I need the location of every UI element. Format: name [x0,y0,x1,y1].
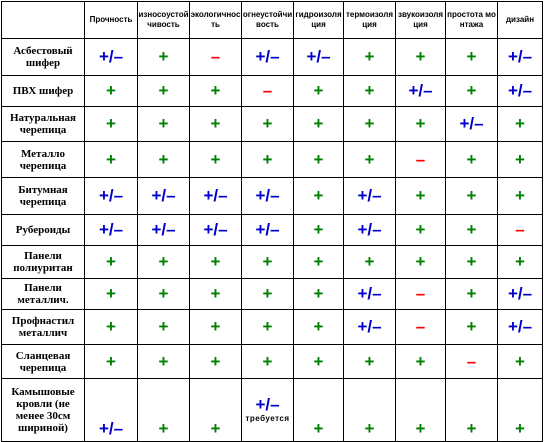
rating-cell [190,345,242,379]
rating-symbol: + [210,149,221,169]
rating-cell [498,379,543,442]
rating-symbol: + [262,317,273,336]
rating-symbol: +/– [255,47,280,66]
rating-cell [242,215,294,246]
rating-symbol: + [466,47,477,66]
rating-cell [446,39,498,76]
rating-cell [498,178,543,215]
rating-cell [242,310,294,345]
rating-symbol: + [515,149,525,169]
rating-cell [242,39,294,76]
rating-cell [498,76,543,107]
rating-symbol: + [313,252,324,271]
rating-symbol: + [106,252,116,271]
rating-cell [85,246,138,279]
rating-cell [85,279,138,310]
rating-symbol: + [313,419,324,438]
rating-symbol: + [313,220,324,239]
rating-cell [138,345,190,379]
rating-cell [138,215,190,246]
rating-cell [446,142,498,178]
rating-cell [498,39,543,76]
rating-symbol: + [364,114,375,133]
rating-cell [242,345,294,379]
rating-symbol: + [313,317,324,336]
rating-cell [190,279,242,310]
rating-cell [294,142,344,178]
table-row [2,279,543,310]
rating-cell [446,246,498,279]
rating-cell [344,379,396,442]
table-row [2,39,543,76]
header-row [2,2,543,39]
rating-symbol: + [515,351,525,371]
rating-symbol: + [106,114,116,133]
row-header: Асбестовый шифер [2,39,85,76]
col-header-ease-of-installation: простота монтажа [446,2,498,39]
rating-symbol: +/– [98,220,124,239]
rating-symbol: +/– [507,47,533,66]
rating-symbol: – [415,284,426,303]
rating-cell [446,345,498,379]
rating-cell [138,279,190,310]
rating-symbol: + [158,114,169,133]
rating-symbol: +/– [408,81,433,100]
table-row [2,142,543,178]
rating-symbol: + [515,419,525,438]
row-header: Битумная черепица [2,178,85,215]
rating-symbol: + [415,186,426,205]
rating-cell [446,310,498,345]
rating-symbol: +/– [151,220,176,239]
cell-note: требуется [245,413,290,423]
rating-cell [138,178,190,215]
rating-cell [294,379,344,442]
rating-symbol: – [210,47,221,66]
rating-symbol: +/– [357,317,382,336]
row-header: Профнастил металлич [2,310,85,345]
rating-cell [190,39,242,76]
rating-symbol: +/– [151,186,176,205]
rating-symbol: + [313,284,324,303]
rating-symbol: + [415,351,426,371]
row-header: Рубероиды [2,215,85,246]
rating-cell [85,310,138,345]
rating-symbol: + [106,81,116,100]
col-header-strength: Прочность [85,2,138,39]
rating-cell [138,379,190,442]
rating-symbol: + [364,81,375,100]
rating-symbol: + [515,252,525,271]
rating-cell [190,142,242,178]
rating-cell [190,107,242,142]
row-header: Натуральная черепица [2,107,85,142]
rating-cell [138,310,190,345]
rating-symbol: + [158,81,169,100]
rating-symbol: + [210,284,221,303]
rating-symbol: +/– [357,220,382,239]
rating-cell [294,39,344,76]
rating-symbol: + [158,419,169,438]
rating-symbol: + [313,186,324,205]
rating-cell [242,246,294,279]
rating-cell [396,76,446,107]
rating-cell [498,279,543,310]
rating-symbol: + [210,114,221,133]
rating-symbol: + [466,149,477,169]
rating-symbol: +/– [507,284,533,303]
col-header-waterproofing: гидроизоляция [294,2,344,39]
rating-cell [344,215,396,246]
rating-symbol: – [515,220,525,239]
rating-cell [396,215,446,246]
table-row [2,379,543,442]
row-header: ПВХ шифер [2,76,85,107]
rating-cell [446,107,498,142]
rating-symbol: +/– [459,114,484,133]
rating-symbol: + [262,351,273,371]
rating-cell [294,107,344,142]
rating-cell [498,345,543,379]
rating-symbol: + [313,81,324,100]
rating-symbol: – [415,317,426,336]
rating-symbol: +/– [507,317,533,336]
rating-symbol: + [210,317,221,336]
rating-symbol: + [158,317,169,336]
rating-cell [344,310,396,345]
rating-symbol: + [466,284,477,303]
col-header-wear-resistance: износоустойчивость [138,2,190,39]
rating-cell [242,142,294,178]
rating-cell [190,310,242,345]
rating-symbol: + [415,419,426,438]
rating-symbol: +/– [203,220,228,239]
rating-symbol: + [262,114,273,133]
rating-cell [138,142,190,178]
col-header-fire-resistance: огнеустойчивость [242,2,294,39]
rating-cell [190,379,242,442]
rating-cell [446,178,498,215]
rating-symbol: – [262,81,273,100]
rating-symbol: + [415,47,426,66]
rating-cell [344,345,396,379]
rating-cell [138,39,190,76]
rating-cell [446,379,498,442]
rating-cell [396,345,446,379]
rating-cell [85,107,138,142]
rating-symbol: – [415,149,426,169]
rating-cell [396,39,446,76]
rating-cell [190,178,242,215]
rating-cell [344,142,396,178]
rating-cell [85,345,138,379]
rating-symbol: + [313,351,324,371]
rating-cell [396,107,446,142]
rating-symbol: +/– [357,284,382,303]
rating-symbol: +/– [507,81,533,100]
rating-cell [498,215,543,246]
rating-cell [344,279,396,310]
rating-symbol: + [313,149,324,169]
rating-cell [85,379,138,442]
rating-symbol: + [106,284,116,303]
rating-symbol: – [466,351,477,371]
rating-symbol: + [364,351,375,371]
table-row [2,310,543,345]
table-row [2,215,543,246]
rating-symbol: + [106,317,116,336]
rating-cell [138,246,190,279]
rating-symbol: + [515,186,525,205]
row-header: Панели металлич. [2,279,85,310]
rating-cell [294,279,344,310]
row-header: Панели полиуритан [2,246,85,279]
rating-cell [498,142,543,178]
rating-cell [85,215,138,246]
col-header-design: дизайн [498,2,543,39]
rating-cell [446,76,498,107]
rating-cell [446,215,498,246]
rating-cell [294,345,344,379]
rating-cell [85,178,138,215]
rating-cell [190,76,242,107]
rating-symbol: +/– [357,186,382,205]
col-header-ecology: экологичность [190,2,242,39]
rating-cell [85,76,138,107]
rating-symbol: +/– [203,186,228,205]
rating-cell [294,310,344,345]
rating-symbol: + [262,252,273,271]
rating-cell [138,76,190,107]
rating-cell [242,178,294,215]
rating-symbol: +/– [98,186,124,205]
rating-cell [344,76,396,107]
row-header: Камышовые кровли (не менее 30см шириной) [2,379,85,442]
corner-cell [2,2,85,39]
rating-cell [396,310,446,345]
rating-cell [498,310,543,345]
rating-cell [498,246,543,279]
rating-cell [294,246,344,279]
rating-symbol: + [262,284,273,303]
rating-cell [396,178,446,215]
col-header-sound-insulation: звукоизоляция [396,2,446,39]
rating-cell [242,379,294,442]
rating-symbol: + [415,114,426,133]
rating-cell [294,76,344,107]
table-row [2,345,543,379]
rating-cell [498,107,543,142]
col-header-thermal-insulation: термоизоляция [344,2,396,39]
rating-symbol: + [262,149,273,169]
rating-symbol: +/– [98,419,124,438]
rating-symbol: + [466,81,477,100]
row-header: Металло черепица [2,142,85,178]
rating-symbol: + [466,220,477,239]
rating-symbol: + [158,284,169,303]
rating-symbol: + [210,419,221,438]
rating-symbol: + [415,220,426,239]
rating-symbol: + [466,186,477,205]
rating-symbol: + [158,252,169,271]
row-header: Сланцевая черепица [2,345,85,379]
rating-cell [344,246,396,279]
rating-symbol: + [415,252,426,271]
rating-cell [242,76,294,107]
rating-symbol: + [106,351,116,371]
rating-cell [242,107,294,142]
rating-symbol: +/– [255,394,280,414]
rating-symbol: + [313,114,324,133]
rating-cell [446,279,498,310]
rating-symbol: + [106,149,116,169]
rating-cell [396,246,446,279]
rating-cell [344,39,396,76]
rating-cell [85,142,138,178]
rating-symbol: + [158,47,169,66]
rating-cell [396,142,446,178]
rating-symbol: + [210,81,221,100]
table-row [2,76,543,107]
rating-symbol: + [515,114,525,133]
rating-symbol: +/– [98,47,124,66]
rating-symbol: +/– [255,186,280,205]
rating-cell [294,178,344,215]
table-row [2,246,543,279]
rating-symbol: + [158,351,169,371]
rating-cell [138,107,190,142]
table-row [2,178,543,215]
rating-cell [396,379,446,442]
rating-symbol: + [210,351,221,371]
roofing-comparison-table [1,1,543,442]
table-row [2,107,543,142]
rating-symbol: +/– [306,47,331,66]
rating-symbol: +/– [255,220,280,239]
table-body [2,39,543,442]
rating-symbol: + [466,419,477,438]
rating-symbol: + [466,252,477,271]
rating-symbol: + [466,317,477,336]
rating-cell [294,215,344,246]
rating-cell [344,107,396,142]
rating-symbol: + [364,252,375,271]
rating-cell [190,246,242,279]
rating-symbol: + [364,47,375,66]
rating-symbol: + [210,252,221,271]
rating-symbol: + [364,419,375,438]
rating-symbol: + [158,149,169,169]
rating-cell [85,39,138,76]
rating-cell [190,215,242,246]
rating-cell [242,279,294,310]
rating-cell [344,178,396,215]
rating-symbol: + [364,149,375,169]
rating-cell [396,279,446,310]
